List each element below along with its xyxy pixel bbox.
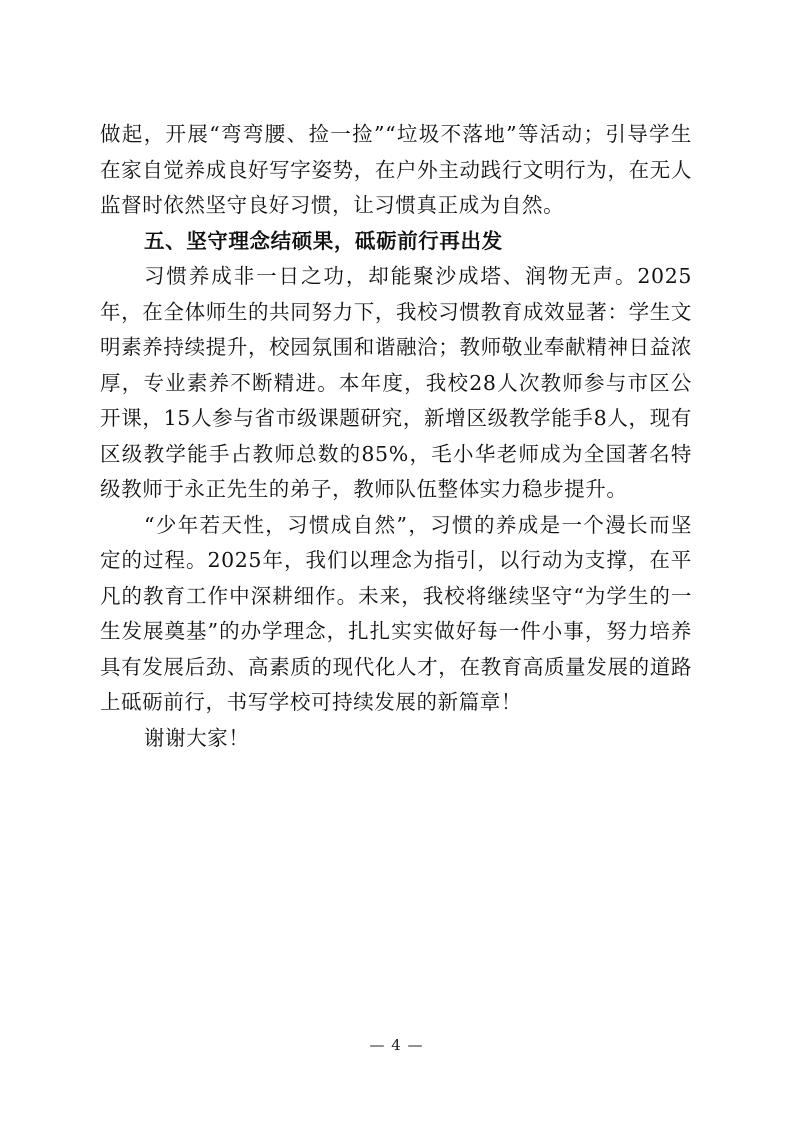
- paragraph-future: “少年若天性，习惯成自然”，习惯的养成是一个漫长而坚定的过程。2025年，我们以理念为指引，以行动为支撑，在平凡的教育工作中深耕细作。未来，我校将继续坚守“为学生的一生发展奠基”的办学理念，扎扎实实做好每一件小事，努力培养具有发展后劲、高素质的现代化人才，在教育高质量发展的道路上砥砺前行，书写学校可持续发展的新篇章！: [100, 512, 692, 714]
- paragraph-thanks: 谢谢大家！: [144, 725, 250, 750]
- document-body: [100, 117, 692, 756]
- paragraph-achievements: 习惯养成非一日之功，却能聚沙成塔、润物无声。2025年，在全体师生的共同努力下，我校习惯教育成效显著：学生文明素养持续提升，校园氛围和谐融洽；教师敬业奉献精神日益浓厚，专业素养不断精进。本年度，我校28人次教师参与市区公开课，15人参与省市级课题研究，新增区级教学能手8人，现有区级教学能手占教师总数的85%，毛小华老师成为全国著名特级教师于永正先生的弟子，教师队伍整体实力稳步提升。: [100, 264, 692, 501]
- page-number: — 4 —: [369, 1036, 424, 1054]
- paragraph-continuation: 做起，开展“弯弯腰、捡一捡”“垃圾不落地”等活动；引导学生在家自觉养成良好写字姿势，在户外主动践行文明行为，在无人监督时依然坚守良好习惯，让习惯真正成为自然。: [100, 122, 692, 217]
- section-heading: 五、坚守理念结硕果，砥砺前行再出发: [144, 228, 503, 253]
